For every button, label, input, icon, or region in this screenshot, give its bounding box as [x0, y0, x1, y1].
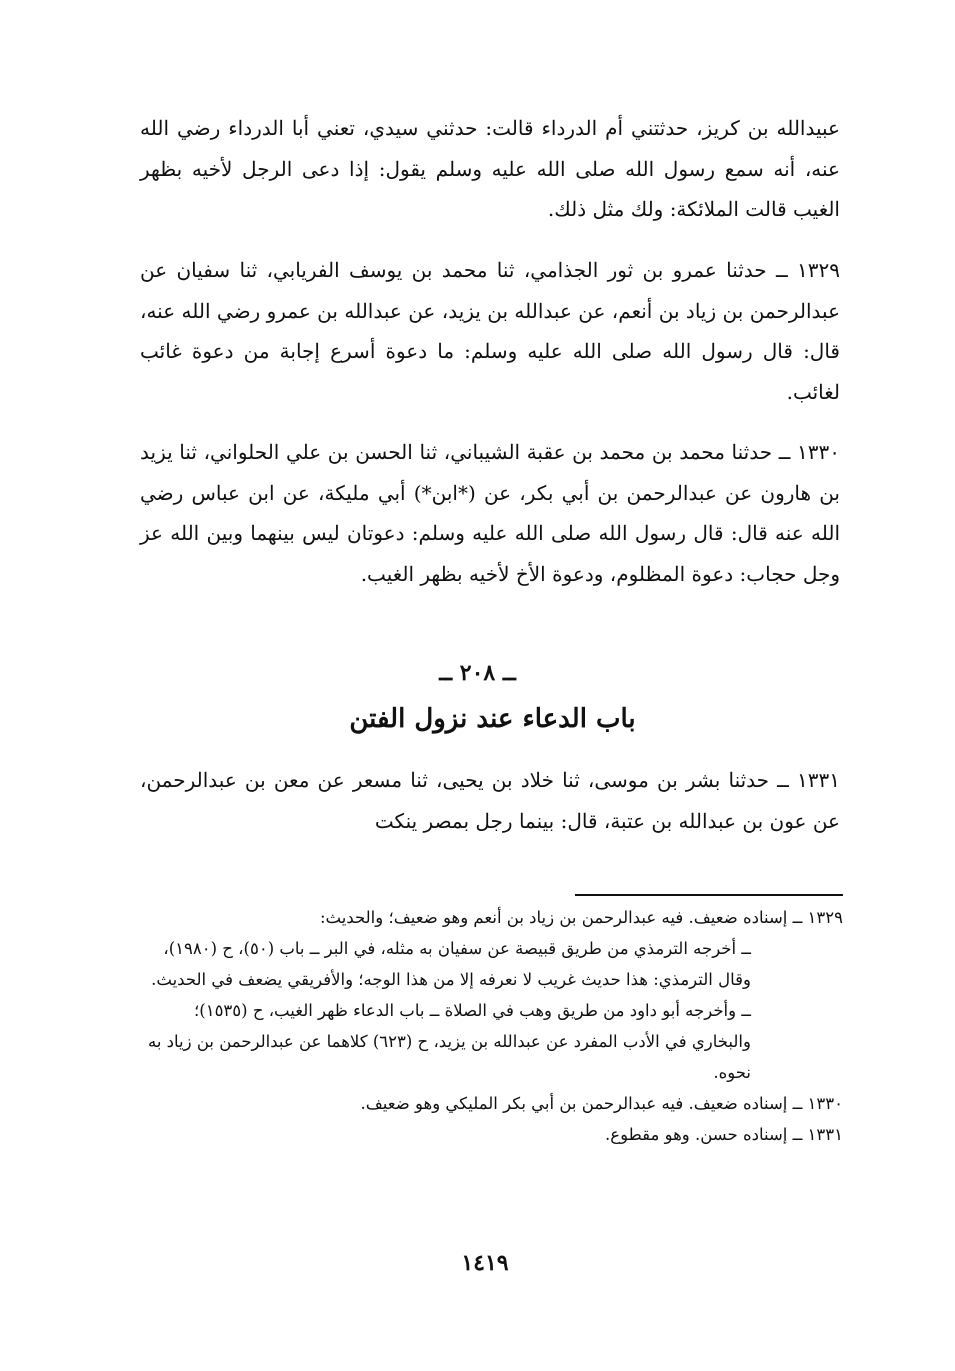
footnote-1329-a: ــ أخرجه الترمذي من طريق قبيصة عن سفيان به مثله، في البر ــ باب (٥٠)، ح (١٩٨٠)، وقال الترمذي: هذا حديث غريب لا نعرفه إلا من هذا الوجه؛ والأفريقي يضعف في الحديث.: [151, 939, 751, 989]
paragraph-continuation: [140, 108, 840, 230]
paragraph-text: ١٣٣٠ ــ حدثنا محمد بن محمد بن عقبة الشيباني، ثنا الحسن بن علي الحلواني، ثنا يزيد بن هارون عن عبدالرحمن بن أبي بكر، عن (*ابن*) أبي مليكة، عن ابن عباس رضي الله عنه قال: قال رسول الله صلى الله عليه وسلم: دعوتان ليس بينهما وبين الله عز وجل حجاب: دعوة المظلوم، ودعوة الأخ لأخيه بظهر الغيب.: [140, 440, 840, 586]
footnote-1331: ١٣٣١ ــ إسناده حسن. وهو مقطوع.: [604, 1125, 843, 1144]
footnotes: [140, 902, 843, 1150]
section-number: ــ ٢٠٨ ــ: [439, 660, 516, 686]
paragraph-text: ١٣٢٩ ــ حدثنا عمرو بن ثور الجذامي، ثنا محمد بن يوسف الفريابي، ثنا سفيان عن عبدالرحمن بن زياد بن أنعم، عن عبدالله بن يزيد، عن عبدالله بن عمرو رضي الله عنه، قال: قال رسول الله صلى الله عليه وسلم: ما دعوة أسرع إجابة من دعوة غائب لغائب.: [140, 258, 840, 404]
paragraph-text: ١٣٣١ ــ حدثنا بشر بن موسى، ثنا خلاد بن يحيى، ثنا مسعر عن معن بن عبدالرحمن، عن عون بن عبدالله بن عتبة، قال: بينما رجل بمصر ينكت: [140, 768, 840, 833]
hadith-1329: [140, 250, 840, 412]
footnote-1329-b: ــ وأخرجه أبو داود من طريق وهب في الصلاة ــ باب الدعاء ظهر الغيب، ح (١٥٣٥)؛ والبخاري في الأدب المفرد عن عبدالله بن يزيد، ح (٦٢٣) كلاهما عن عبدالرحمن بن زياد به نحوه.: [147, 1001, 751, 1082]
hadith-1330: [140, 432, 840, 594]
section-title: باب الدعاء عند نزول الفتن: [349, 704, 636, 734]
footnote-separator: [575, 894, 843, 896]
page-number: ١٤١٩: [461, 1250, 509, 1276]
hadith-1331: [140, 760, 840, 841]
paragraph-text: عبيدالله بن كريز، حدثتني أم الدرداء قالت: حدثني سيدي، تعني أبا الدرداء رضي الله عنه، أنه سمع رسول الله صلى الله عليه وسلم يقول: إذا دعى الرجل لأخيه بظهر الغيب قالت الملائكة: ولك مثل ذلك.: [140, 116, 840, 221]
footnote-1329: ١٣٢٩ ــ إسناده ضعيف. فيه عبدالرحمن بن زياد بن أنعم وهو ضعيف؛ والحديث:: [319, 908, 843, 927]
footnote-1330: ١٣٣٠ ــ إسناده ضعيف. فيه عبدالرحمن بن أبي بكر المليكي وهو ضعيف.: [360, 1094, 843, 1113]
